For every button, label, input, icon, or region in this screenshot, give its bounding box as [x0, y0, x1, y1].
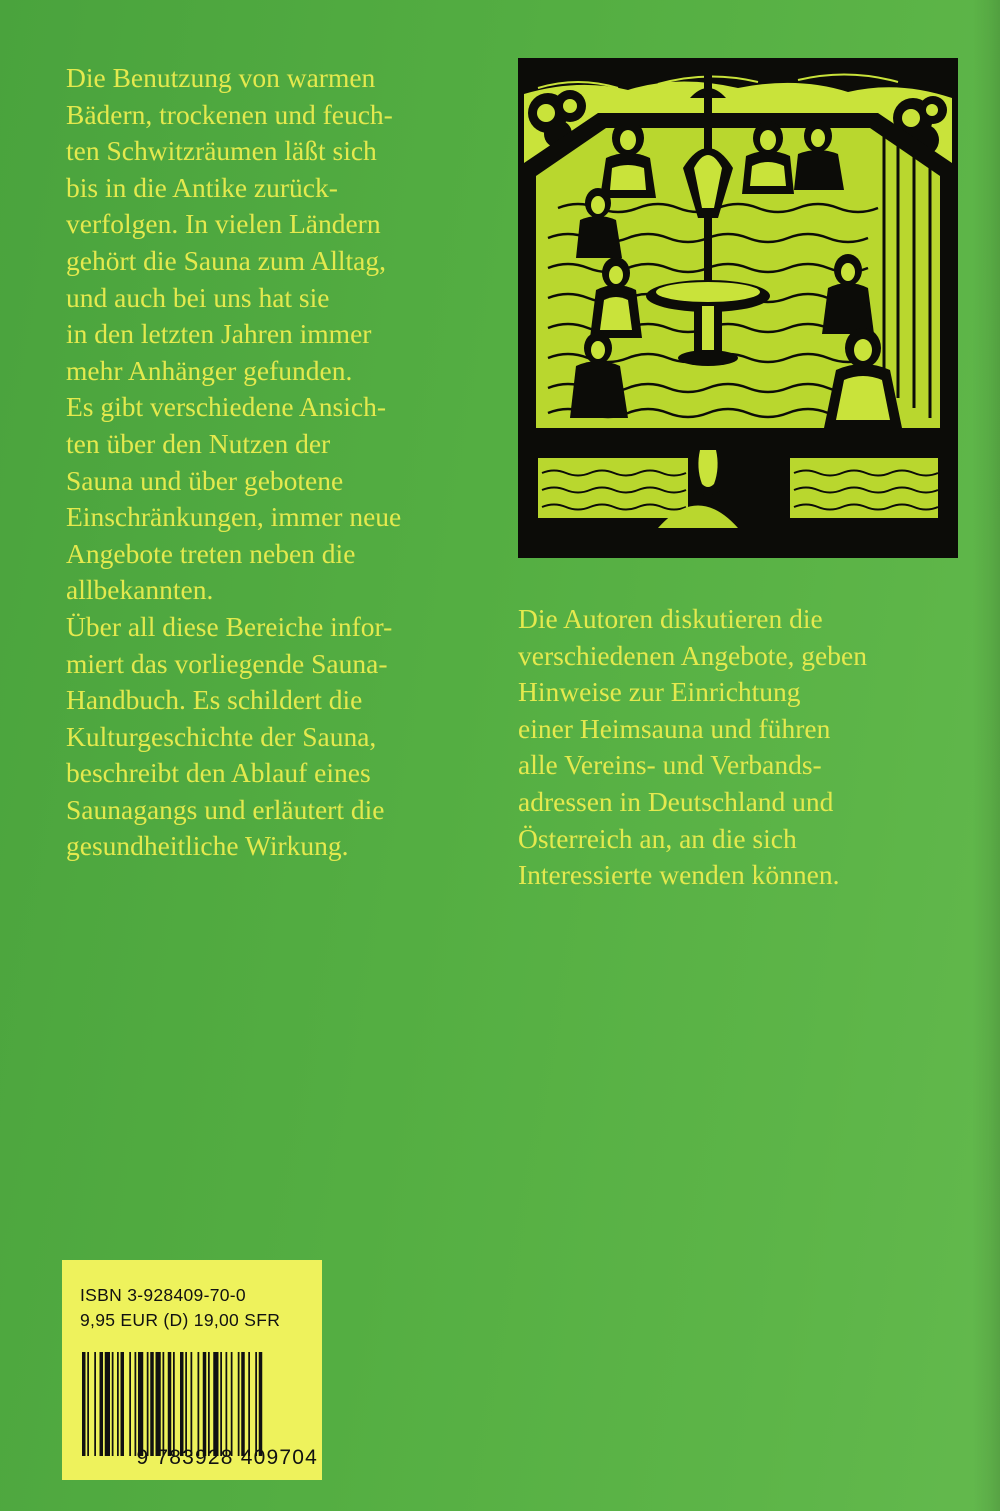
blurb-line: verschiedenen Angebote, geben	[518, 639, 867, 671]
blurb-line: einer Heimsauna und führen	[518, 712, 831, 744]
blurb-line: Hinweise zur Einrichtung	[518, 676, 801, 708]
bathhouse-woodcut-illustration	[518, 58, 958, 558]
blurb-line: Interessierte wenden können.	[518, 859, 840, 891]
blurb-line: in den letzten Jahren immer	[66, 318, 372, 350]
blurb-line: alle Vereins- und Verbands-	[518, 749, 822, 781]
isbn-number: ISBN 3-928409-70-0	[80, 1285, 246, 1305]
barcode-bar	[94, 1352, 96, 1456]
blurb-line: verfolgen. In vielen Ländern	[66, 208, 381, 240]
barcode-bar	[150, 1352, 154, 1456]
barcode-bar	[198, 1352, 200, 1456]
barcode-bar	[255, 1352, 257, 1456]
blurb-line: mehr Anhänger gefunden.	[66, 354, 353, 386]
barcode-bar	[191, 1352, 193, 1456]
barcode-bar	[259, 1352, 263, 1456]
blurb-line: Es gibt verschiedene Ansich-	[66, 391, 386, 423]
blurb-line: adressen in Deutschland und	[518, 785, 834, 817]
barcode-bar	[208, 1352, 210, 1456]
barcode-bar	[173, 1352, 175, 1456]
barcode-number: 9 783928 409704	[136, 1446, 318, 1469]
barcode-bar	[231, 1352, 233, 1456]
blurb-line: bis in die Antike zurück-	[66, 171, 338, 203]
barcode-bar	[121, 1352, 125, 1456]
barcode-bar	[241, 1352, 245, 1456]
blurb-line: Die Autoren diskutieren die	[518, 603, 823, 634]
barcode-bar	[156, 1352, 161, 1456]
blurb-line: Saunagangs und erläutert die	[66, 793, 385, 825]
barcode-bar	[129, 1352, 131, 1456]
blurb-line: miert das vorliegende Sauna-	[66, 647, 388, 679]
barcode-bar	[112, 1352, 114, 1456]
barcode-bar	[163, 1352, 165, 1456]
price-text: 9,95 EUR (D) 19,00 SFR	[80, 1310, 281, 1330]
blurb-line: gesundheitliche Wirkung.	[66, 830, 349, 862]
barcode-bar	[203, 1352, 207, 1456]
blurb-line: Einschränkungen, immer neue	[66, 501, 402, 533]
blurb-right-column	[518, 601, 867, 894]
barcode-bar	[105, 1352, 110, 1456]
woodcut-drawing	[518, 58, 958, 558]
barcode-bar	[180, 1352, 184, 1456]
blurb-line: allbekannten.	[66, 574, 214, 606]
barcode-bar	[185, 1352, 187, 1456]
blurb-line: und auch bei uns hat sie	[66, 281, 330, 313]
barcode-bar	[135, 1352, 137, 1456]
blurb-line: ten Schwitzräumen läßt sich	[66, 135, 377, 167]
barcode-bar	[248, 1352, 250, 1456]
blurb-line: Angebote treten neben die	[66, 537, 356, 569]
blurb-line: Österreich an, an die sich	[518, 822, 797, 854]
blurb-line: Sauna und über gebotene	[66, 464, 344, 496]
blurb-line: Die Benutzung von warmen	[66, 62, 376, 93]
barcode-bar	[213, 1352, 218, 1456]
blurb-left-column	[66, 60, 401, 865]
barcode-bar	[226, 1352, 228, 1456]
blurb-line: Bädern, trockenen und feuch-	[66, 98, 393, 130]
barcode-bar	[220, 1352, 222, 1456]
blurb-line: gehört die Sauna zum Alltag,	[66, 244, 386, 276]
barcode-bar	[168, 1352, 172, 1456]
blurb-line: Über all diese Bereiche infor-	[66, 610, 393, 642]
barcode-bar	[100, 1352, 104, 1456]
barcode-bar	[82, 1352, 86, 1456]
blurb-line: ten über den Nutzen der	[66, 427, 331, 459]
blurb-line: beschreibt den Ablauf eines	[66, 757, 371, 789]
barcode-bar	[238, 1352, 240, 1456]
barcode-bar	[87, 1352, 89, 1456]
barcode-bar	[147, 1352, 149, 1456]
isbn-price-label	[62, 1260, 322, 1480]
barcode-bar	[138, 1352, 143, 1456]
barcode-bar	[117, 1352, 119, 1456]
blurb-line: Handbuch. Es schildert die	[66, 684, 363, 716]
blurb-line: Kulturgeschichte der Sauna,	[66, 720, 377, 752]
